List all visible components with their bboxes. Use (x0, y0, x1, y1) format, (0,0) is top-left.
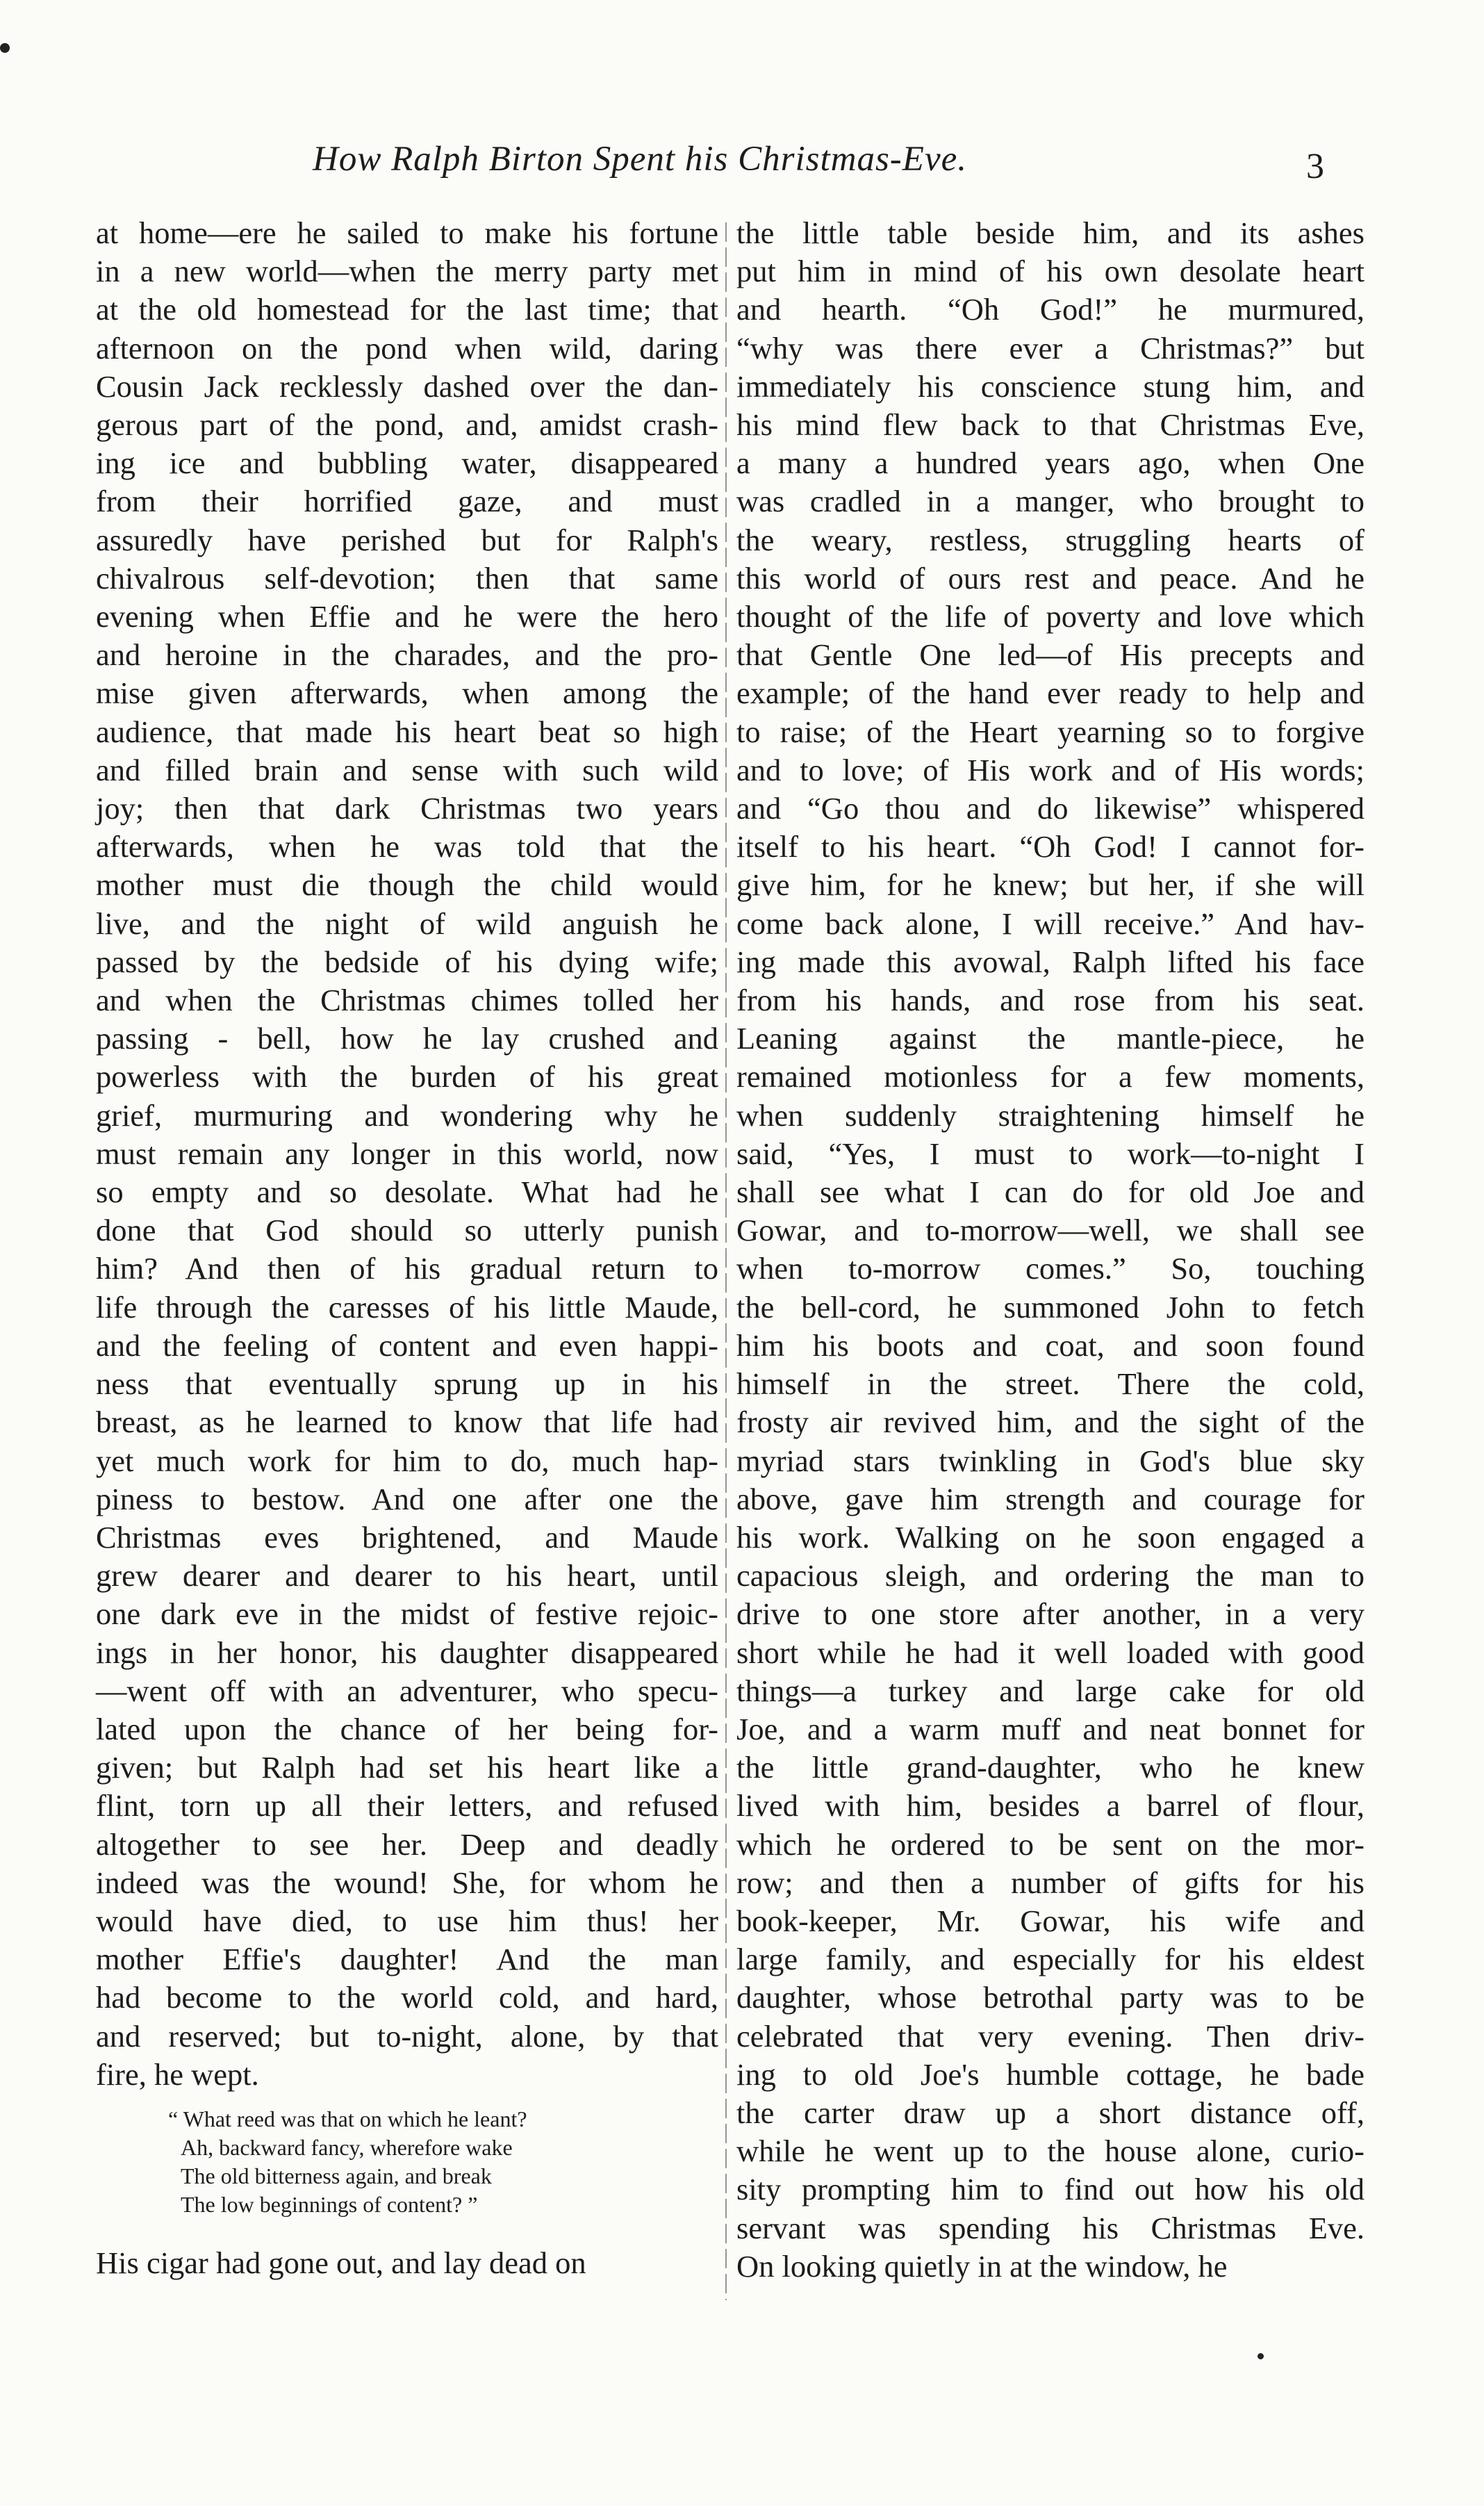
text-line: mother Effie's daughter! And the man (96, 1942, 718, 1977)
text-line: and when the Christmas chimes tolled her (96, 983, 718, 1018)
text-line: ness that eventually sprung up in his (96, 1366, 718, 1402)
text-line: the bell-cord, he summoned John to fetch (736, 1289, 1365, 1325)
page-header (0, 139, 1484, 195)
text-line: from his hands, and rose from his seat. (736, 983, 1365, 1018)
text-line: the carter draw up a short distance off, (736, 2095, 1365, 2130)
page-number: 3 (1306, 147, 1324, 186)
text-line: flint, torn up all their letters, and refused (96, 1788, 718, 1824)
text-line: his work. Walking on he soon engaged a (736, 1519, 1365, 1555)
text-line: Cousin Jack recklessly dashed over the dan- (96, 368, 718, 404)
text-line: his mind flew back to that Christmas Eve, (736, 407, 1365, 443)
text-line: lated upon the chance of her being for- (96, 1711, 718, 1746)
text-line: and hearth. “Oh God!” he murmured, (736, 292, 1365, 327)
text-line: row; and then a number of gifts for his (736, 1865, 1365, 1900)
text-line: grew dearer and dearer to his heart, until (96, 1558, 718, 1594)
text-line: when to-morrow comes.” So, touching (736, 1251, 1365, 1286)
text-line: powerless with the burden of his great (96, 1059, 718, 1095)
text-line: Gowar, and to-morrow—well, we shall see (736, 1213, 1365, 1248)
text-line: “why was there ever a Christmas?” but (736, 330, 1365, 366)
text-line: yet much work for him to do, much hap- (96, 1443, 718, 1478)
text-line: myriad stars twinkling in God's blue sky (736, 1443, 1365, 1478)
text-line: afterwards, when he was told that the (96, 829, 718, 865)
text-line: chivalrous self-devotion; then that same (96, 560, 718, 596)
left-column-text (96, 214, 718, 2094)
text-line: book-keeper, Mr. Gowar, his wife and (736, 1903, 1365, 1938)
text-line: put him in mind of his own desolate heart (736, 254, 1365, 289)
text-line: afternoon on the pond when wild, daring (96, 330, 718, 366)
text-line: which he ordered to be sent on the mor- (736, 1826, 1365, 1862)
text-line: servant was spending his Christmas Eve. (736, 2210, 1365, 2245)
text-line: assuredly have perished but for Ralph's (96, 522, 718, 557)
text-line: when suddenly straightening himself he (736, 1097, 1365, 1133)
text-line: to raise; of the Heart yearning so to forgive (736, 714, 1365, 749)
text-line: Christmas eves brightened, and Maude (96, 1519, 718, 1555)
text-line: the little table beside him, and its ashes (736, 215, 1365, 250)
text-line: above, gave him strength and courage for (736, 1481, 1365, 1516)
text-line: celebrated that very evening. Then driv- (736, 2018, 1365, 2054)
text-line: On looking quietly in at the window, he (736, 2248, 1228, 2284)
text-line: joy; then that dark Christmas two years (96, 791, 718, 826)
text-line: immediately his conscience stung him, and (736, 368, 1365, 404)
text-line: ing to old Joe's humble cottage, he bade (736, 2056, 1365, 2092)
text-line: was cradled in a manger, who brought to (736, 484, 1365, 519)
text-line: piness to bestow. And one after one the (96, 1481, 718, 1516)
text-line: ing made this avowal, Ralph lifted his face (736, 944, 1365, 979)
poem-line: Ah, backward fancy, wherefore wake (181, 2134, 513, 2160)
text-line: example; of the hand ever ready to help and (736, 675, 1365, 711)
text-line: him his boots and coat, and soon found (736, 1327, 1365, 1363)
text-line: so empty and so desolate. What had he (96, 1174, 718, 1210)
text-line: live, and the night of wild anguish he (96, 906, 718, 941)
ink-speck (1258, 2353, 1264, 2359)
text-line: the little grand-daughter, who he knew (736, 1750, 1365, 1785)
text-line: —went off with an adventurer, who specu- (96, 1673, 718, 1708)
column-divider (725, 222, 727, 2300)
text-line: and to love; of His work and of His words; (736, 752, 1365, 787)
text-line: ings in her honor, his daughter disappeared (96, 1635, 718, 1670)
text-line: ing ice and bubbling water, disappeared (96, 445, 718, 481)
text-line: indeed was the wound! She, for whom he (96, 1865, 718, 1900)
right-column-text (736, 214, 1365, 2286)
text-line: and the feeling of content and even happi- (96, 1327, 718, 1363)
text-line: himself in the street. There the cold, (736, 1366, 1365, 1402)
text-line: and “Go thou and do likewise” whispered (736, 791, 1365, 826)
text-line: short while he had it well loaded with good (736, 1635, 1365, 1670)
poem-line: The old bitterness again, and break (181, 2163, 492, 2188)
text-line: fire, he wept. (96, 2056, 259, 2092)
text-line: given; but Ralph had set his heart like a (96, 1750, 718, 1785)
text-line: this world of ours rest and peace. And he (736, 560, 1365, 596)
text-line: would have died, to use him thus! her (96, 1903, 718, 1938)
text-line: mother must die though the child would (96, 867, 718, 903)
text-line: while he went up to the house alone, curio- (736, 2134, 1365, 2169)
text-line: evening when Effie and he were the hero (96, 599, 718, 634)
text-line: shall see what I can do for old Joe and (736, 1174, 1365, 1210)
text-line: at home—ere he sailed to make his fortune (96, 215, 718, 250)
running-title: How Ralph Birton Spent his Christmas-Eve. (313, 140, 967, 179)
margin-mark (0, 43, 10, 53)
closing-line: His cigar had gone out, and lay dead on (96, 2245, 586, 2280)
text-line: had become to the world cold, and hard, (96, 1980, 718, 2015)
text-line: come back alone, I will receive.” And hav- (736, 906, 1365, 941)
text-line: thought of the life of poverty and love which (736, 599, 1365, 634)
text-line: mise given afterwards, when among the (96, 675, 718, 711)
text-line: from their horrified gaze, and must (96, 484, 718, 519)
poem-quotation (168, 2105, 718, 2219)
text-line: passed by the bedside of his dying wife; (96, 944, 718, 979)
right-column (736, 214, 1365, 2286)
text-line: passing - bell, how he lay crushed and (96, 1021, 718, 1056)
text-line: said, “Yes, I must to work—to-night I (736, 1136, 1365, 1171)
text-line: breast, as he learned to know that life had (96, 1404, 718, 1440)
text-line: in a new world—when the merry party met (96, 254, 718, 289)
text-line: itself to his heart. “Oh God! I cannot for- (736, 829, 1365, 865)
text-line: him? And then of his gradual return to (96, 1251, 718, 1286)
poem-line: The low beginnings of content? ” (181, 2191, 478, 2217)
text-line: that Gentle One led—of His precepts and (736, 637, 1365, 673)
text-line: frosty air revived him, and the sight of the (736, 1404, 1365, 1440)
text-line: life through the caresses of his little Maude, (96, 1289, 718, 1325)
text-line: done that God should so utterly punish (96, 1213, 718, 1248)
poem-line: “ What reed was that on which he leant? (168, 2106, 527, 2131)
text-line: a many a hundred years ago, when One (736, 445, 1365, 481)
text-line: Joe, and a warm muff and neat bonnet for (736, 1711, 1365, 1746)
text-line: audience, that made his heart beat so high (96, 714, 718, 749)
left-column (96, 214, 718, 2282)
text-line: and filled brain and sense with such wild (96, 752, 718, 787)
text-line: one dark eve in the midst of festive rejoic- (96, 1596, 718, 1632)
text-line: gerous part of the pond, and, amidst crash- (96, 407, 718, 443)
text-line: capacious sleigh, and ordering the man to (736, 1558, 1365, 1594)
text-line: and heroine in the charades, and the pro- (96, 637, 718, 673)
text-line: large family, and especially for his eldest (736, 1942, 1365, 1977)
text-line: daughter, whose betrothal party was to be (736, 1980, 1365, 2015)
text-line: Leaning against the mantle-piece, he (736, 1021, 1365, 1056)
text-line: lived with him, besides a barrel of flour, (736, 1788, 1365, 1824)
text-line: drive to one store after another, in a very (736, 1596, 1365, 1632)
text-line: the weary, restless, struggling hearts of (736, 522, 1365, 557)
text-line: grief, murmuring and wondering why he (96, 1097, 718, 1133)
text-line: things—a turkey and large cake for old (736, 1673, 1365, 1708)
text-line: give him, for he knew; but her, if she will (736, 867, 1365, 903)
text-line: must remain any longer in this world, now (96, 1136, 718, 1171)
text-line: at the old homestead for the last time; that (96, 292, 718, 327)
text-line: and reserved; but to-night, alone, by that (96, 2018, 718, 2054)
text-line: sity prompting him to find out how his old (736, 2172, 1365, 2207)
text-line: remained motionless for a few moments, (736, 1059, 1365, 1095)
text-line: altogether to see her. Deep and deadly (96, 1826, 718, 1862)
